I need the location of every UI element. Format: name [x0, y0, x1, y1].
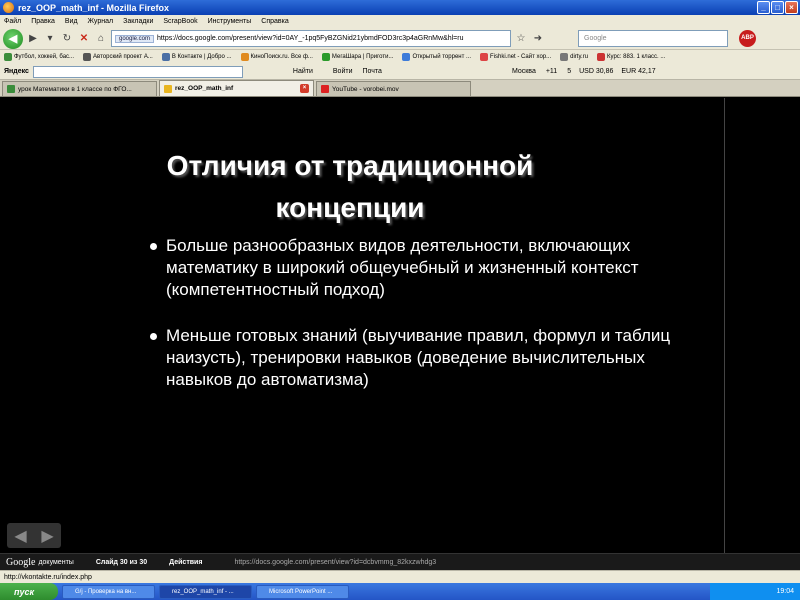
go-arrow-icon[interactable]: ➜ [533, 32, 543, 44]
menu-scrapbook[interactable]: ScrapBook [163, 18, 198, 25]
bookmark-item[interactable]: Открытый торрент ... [402, 53, 471, 61]
bookmarks-toolbar [0, 50, 800, 64]
actions-menu[interactable]: Действия [169, 558, 203, 566]
windows-taskbar [0, 583, 800, 600]
page-content [0, 98, 800, 553]
menu-view[interactable]: Вид [64, 18, 78, 25]
history-dropdown-icon[interactable]: ▾ [47, 32, 53, 44]
yandex-mail-link[interactable]: Почта [362, 68, 382, 75]
slide-title: Отличия от традиционной концепции [166, 150, 534, 223]
adblock-icon[interactable]: ABP [739, 30, 756, 47]
forward-button[interactable]: ▶ [29, 32, 37, 44]
yandex-usd-rate: USD 30,86 [579, 68, 614, 75]
tab-favicon-icon [321, 85, 329, 93]
bookmark-favicon-icon [83, 53, 91, 61]
search-placeholder: Google [584, 35, 607, 42]
menu-file[interactable]: Файл [4, 18, 22, 25]
yandex-city: Москва [511, 68, 536, 75]
slide-counter-dropdown[interactable]: Слайд 30 из 30 [95, 558, 148, 566]
search-input[interactable] [578, 30, 728, 47]
bullet-dot-icon [150, 243, 157, 250]
docs-label: документы [38, 558, 74, 566]
bookmark-item[interactable]: КиноПоиск.ru. Все ф... [241, 53, 313, 61]
bookmark-item[interactable]: МегаШара | Приготи... [322, 53, 394, 61]
yandex-login-link[interactable]: Войти [332, 68, 353, 75]
bookmark-item[interactable]: Футбол, хоккей, бас... [4, 53, 74, 61]
tab-presentation[interactable]: rez_OOP_math_inf × [159, 80, 314, 96]
tab-close-icon[interactable]: × [300, 84, 309, 93]
yandex-eur-rate: EUR 42,17 [621, 68, 656, 75]
clock: 19:04 [776, 588, 794, 595]
bookmark-favicon-icon [241, 53, 249, 61]
reload-icon[interactable]: ↻ [62, 32, 72, 44]
window-controls [757, 1, 798, 14]
slide-navigation [7, 523, 61, 548]
minimize-button[interactable]: _ [757, 1, 770, 14]
yandex-search-button[interactable]: Найти [292, 68, 313, 75]
presentation-share-url[interactable]: https://docs.google.com/present/view?id=dcbvmmg_82kxzwhdg3 [234, 558, 437, 566]
tab-lesson[interactable]: урок Математики в 1 классе по ФГО... [2, 81, 157, 96]
bookmark-favicon-icon [480, 53, 488, 61]
bookmark-favicon-icon [402, 53, 410, 61]
navigation-toolbar [0, 28, 800, 50]
bookmark-item[interactable]: Авторский проект А... [83, 53, 153, 61]
window-titlebar [0, 0, 800, 15]
docs-toolbar [0, 553, 800, 570]
tab-youtube[interactable]: YouTube - vorobei.mov [316, 81, 471, 96]
start-button[interactable]: пуск [0, 583, 58, 600]
tab-bar [0, 80, 800, 97]
taskbar-item[interactable]: G/j - Проверка на вн... [62, 585, 155, 599]
bookmark-item[interactable]: В Контакте | Добро ... [162, 53, 232, 61]
window-title: rez_OOP_math_inf - Mozilla Firefox [18, 2, 170, 13]
presentation-slide [0, 98, 724, 553]
menu-bar [0, 15, 800, 28]
bookmark-favicon-icon [560, 53, 568, 61]
yandex-toolbar [0, 64, 800, 80]
slide-bullet: Больше разнообразных видов деятельности, включающих математику в широкий общеучебный и жизненный контекст (компетентностный подход) [150, 235, 710, 301]
status-text: http://vkontakte.ru/index.php [4, 573, 92, 581]
tab-favicon-icon [164, 85, 172, 93]
bookmark-favicon-icon [162, 53, 170, 61]
next-slide-icon[interactable]: ▶ [41, 527, 54, 545]
menu-edit[interactable]: Правка [31, 18, 55, 25]
maximize-button[interactable]: □ [771, 1, 784, 14]
system-tray [710, 583, 800, 600]
bookmark-favicon-icon [322, 53, 330, 61]
tab-favicon-icon [7, 85, 15, 93]
site-identity-badge[interactable]: google.com [115, 35, 154, 43]
bookmark-favicon-icon [597, 53, 605, 61]
slide-bullet: Меньше готовых знаний (выучивание правил, формул и таблиц наизусть), тренировки навыков (доведение вычислительных навыков до автоматизма) [150, 325, 710, 391]
status-bar [0, 570, 800, 583]
bookmark-item[interactable]: Курс: 883. 1 класс. ... [597, 53, 665, 61]
menu-help[interactable]: Справка [261, 18, 289, 25]
slide-bullet-list [150, 235, 710, 415]
menu-history[interactable]: Журнал [87, 18, 114, 25]
bookmark-favicon-icon [4, 53, 12, 61]
taskbar-item[interactable]: Microsoft PowerPoint ... [256, 585, 349, 599]
yandex-weather: +11 [545, 68, 558, 75]
address-bar[interactable] [111, 30, 511, 47]
stop-icon[interactable]: ✕ [79, 32, 89, 44]
slide-edge-divider [724, 98, 725, 553]
bullet-dot-icon [150, 333, 157, 340]
menu-bookmarks[interactable]: Закладки [123, 18, 154, 25]
bookmark-item[interactable]: dirty.ru [560, 53, 588, 61]
yandex-logo[interactable]: Яндекс [4, 68, 29, 75]
firefox-icon [3, 2, 14, 13]
bookmark-star-icon[interactable]: ☆ [516, 32, 526, 44]
bookmark-item[interactable]: Fishki.net - Сайт хор... [480, 53, 551, 61]
yandex-search-input[interactable] [33, 66, 243, 78]
google-logo[interactable]: Google [6, 556, 36, 568]
yandex-badge: 5 [567, 68, 572, 75]
back-button[interactable]: ◀ [3, 29, 23, 49]
address-url: https://docs.google.com/present/view?id=0AY_-1pq5FyBZGNid21ybmdFOD3rc3p4aGRnMw&hl=ru [157, 35, 464, 42]
taskbar-item[interactable]: rez_OOP_math_inf - ... [159, 585, 252, 599]
close-button[interactable]: × [785, 1, 798, 14]
menu-tools[interactable]: Инструменты [207, 18, 252, 25]
previous-slide-icon[interactable]: ◀ [14, 527, 27, 545]
home-icon[interactable]: ⌂ [97, 32, 105, 44]
